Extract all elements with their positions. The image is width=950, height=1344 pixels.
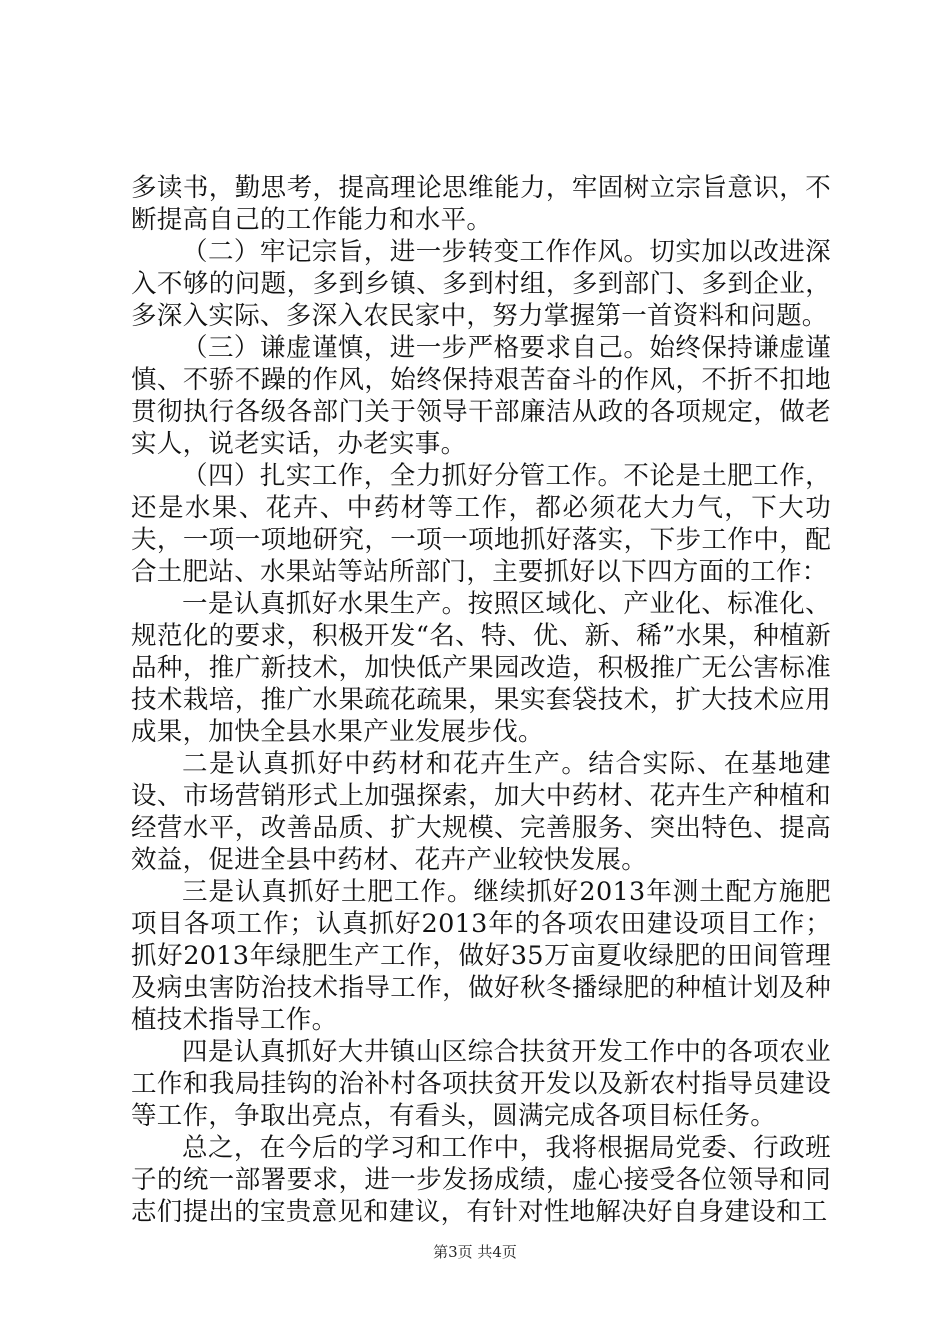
paragraph-8: 四是认真抓好大井镇山区综合扶贫开发工作中的各项农业工作和我局挂钩的治补村各项扶贫开发以及新农村指导员建设等工作，争取出亮点，有看头，圆满完成各项目标任务。 xyxy=(131,1037,831,1131)
paragraph-3: （三）谦虚谨慎，进一步严格要求自己。始终保持谦虚谨慎、不骄不躁的作风，始终保持艰苦奋斗的作风，不折不扣地贯彻执行各级各部门关于领导干部廉洁从政的各项规定，做老实人，说老实话，办老实事。 xyxy=(131,333,831,459)
paragraph-7: 三是认真抓好土肥工作。继续抓好2013年测土配方施肥项目各项工作；认真抓好2013年的各项农田建设项目工作；抓好2013年绿肥生产工作，做好35万亩夏收绿肥的田间管理及病虫害防治技术指导工作，做好秋冬播绿肥的种植计划及种植技术指导工作。 xyxy=(131,877,831,1035)
paragraph-6: 二是认真抓好中药材和花卉生产。结合实际、在基地建设、市场营销形式上加强探索，加大中药材、花卉生产种植和经营水平，改善品质、扩大规模、完善服务、突出特色、提高效益，促进全县中药材、花卉产业较快发展。 xyxy=(131,749,831,875)
paragraph-9: 总之，在今后的学习和工作中，我将根据局党委、行政班子的统一部署要求，进一步发扬成绩，虚心接受各位领导和同志们提出的宝贵意见和建议，有针对性地解决好自身建设和工 xyxy=(131,1133,831,1227)
paragraph-2: （二）牢记宗旨，进一步转变工作作风。切实加以改进深入不够的问题，多到乡镇、多到村组，多到部门、多到企业，多深入实际、多深入农民家中，努力掌握第一首资料和问题。 xyxy=(131,237,831,331)
paragraph-5: 一是认真抓好水果生产。按照区域化、产业化、标准化、规范化的要求，积极开发“名、特、优、新、稀”水果，种植新品种，推广新技术，加快低产果园改造，积极推广无公害标准技术栽培，推广水果疏花疏果，果实套袋技术，扩大技术应用成果，加快全县水果产业发展步伐。 xyxy=(131,589,831,747)
paragraph-4: （四）扎实工作，全力抓好分管工作。不论是土肥工作，还是水果、花卉、中药材等工作，都必须花大力气，下大功夫，一项一项地研究，一项一项地抓好落实，下步工作中，配合土肥站、水果站等站所部门，主要抓好以下四方面的工作： xyxy=(131,461,831,587)
document-body xyxy=(131,172,831,1228)
page-number-footer: 第3页 共4页 xyxy=(433,1243,517,1261)
paragraph-1: 多读书，勤思考，提高理论思维能力，牢固树立宗旨意识，不断提高自己的工作能力和水平。 xyxy=(131,173,831,235)
